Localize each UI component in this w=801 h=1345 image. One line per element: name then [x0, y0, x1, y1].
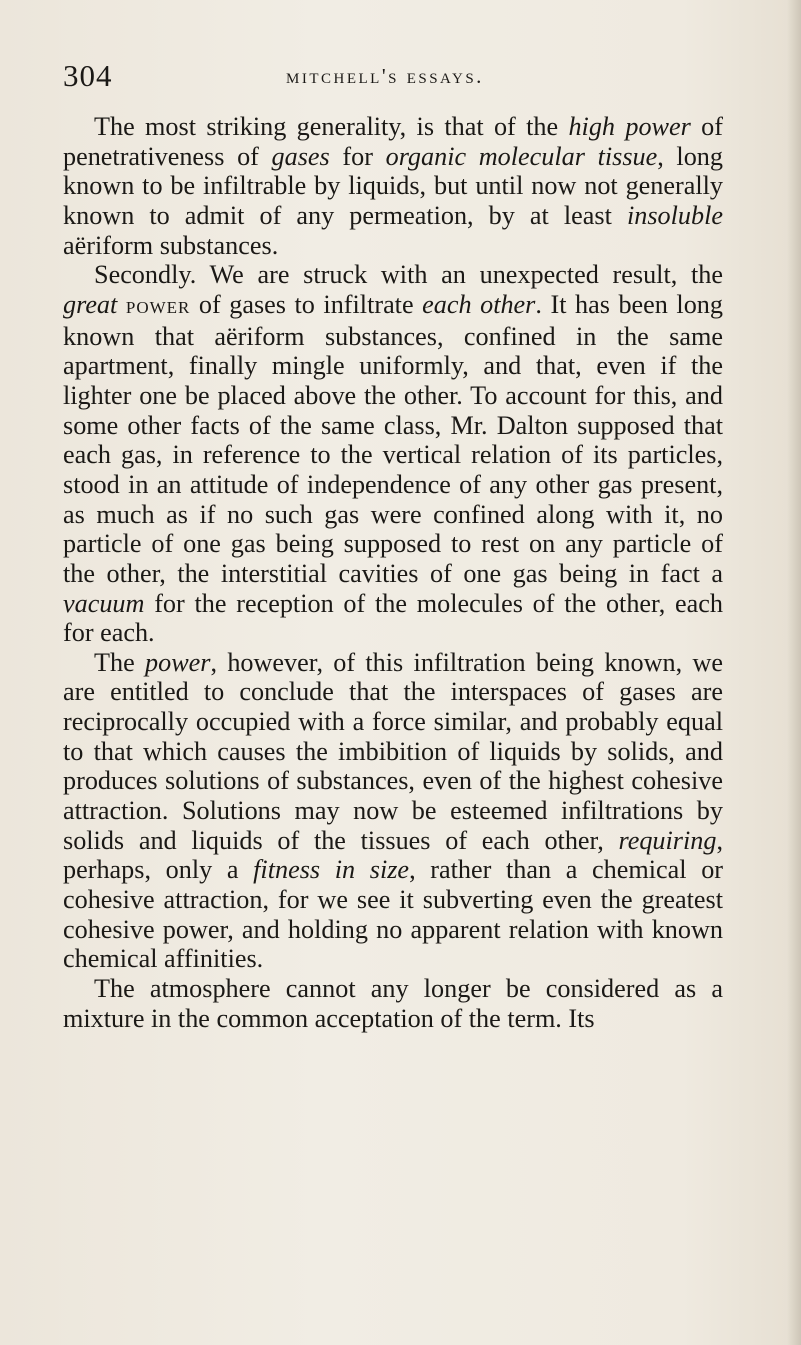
running-head [63, 58, 723, 98]
italic-run: insoluble [626, 200, 723, 230]
text-run: , long known to be infiltrable by liquids, but until now not generally known to admit of any permeation, by at least [63, 141, 723, 230]
text-run: The [94, 647, 146, 677]
text-run: The most striking generality, is that of the [94, 112, 569, 141]
text-run: Secondly. We are struck with an unexpected result, the [94, 260, 723, 290]
small-caps-run: power [125, 292, 191, 319]
text-run: , rather than a chemical or cohesive attraction, for we see it subverting even the greatest cohesive power, and holding no apparent relation with known chemical affinities. [63, 855, 724, 974]
text-run: , however, of this infiltration being known, we are entitled to conclude that the interspaces of gases are reciprocally occupied with a force similar, and probably equal to that which causes the imbibition of liquids by solids, and produces solutions of substances, even of the highest cohesive attraction. Solutions may now be esteemed infiltrations by solids and liquids of the tissues of each other, [63, 647, 723, 855]
text-run: for [329, 141, 386, 171]
page-edge-shadow [787, 0, 801, 1345]
paragraph-3 [63, 648, 723, 974]
running-title: mitchell's essays. [286, 64, 484, 88]
page-number: 304 [63, 58, 113, 93]
italic-run: power [145, 647, 211, 677]
italic-run: organic molecular tissue [385, 141, 658, 171]
italic-run: requiring [618, 825, 717, 855]
italic-run: high power [568, 112, 691, 141]
italic-run: great [63, 289, 118, 319]
text-run: The atmosphere cannot any longer be considered as a mixture in the common acceptation of the term. Its [63, 974, 723, 1033]
text-run: of penetrativeness of [63, 112, 723, 171]
paragraph-1 [63, 112, 723, 260]
text-run: for the reception of the molecules of the other, each for each. [63, 588, 723, 648]
body-text [63, 112, 723, 1033]
italic-run: gases [271, 141, 330, 171]
text-run: , perhaps, only a [63, 825, 723, 885]
italic-run: each other [422, 289, 536, 319]
paragraph-2 [63, 260, 723, 648]
italic-run: fitness in size [253, 855, 410, 885]
text-run: aëriform substances. [63, 230, 279, 260]
paragraph-4 [63, 974, 723, 1033]
text-run: . It has been long known that aëriform substances, confined in the same apartment, finally mingle uniformly, and that, even if the lighter one be placed above the other. To account for this, and some other facts of the same class, Mr. Dalton supposed that each gas, in reference to the vertical relation of its particles, stood in an attitude of independence of any other gas present, as much as if no such gas were confined along with it, no particle of one gas being supposed to rest on any particle of the other, the interstitial cavities of one gas being in fact a [63, 289, 723, 588]
text-run: of gases to infiltrate [190, 289, 423, 319]
italic-run: vacuum [63, 588, 145, 618]
